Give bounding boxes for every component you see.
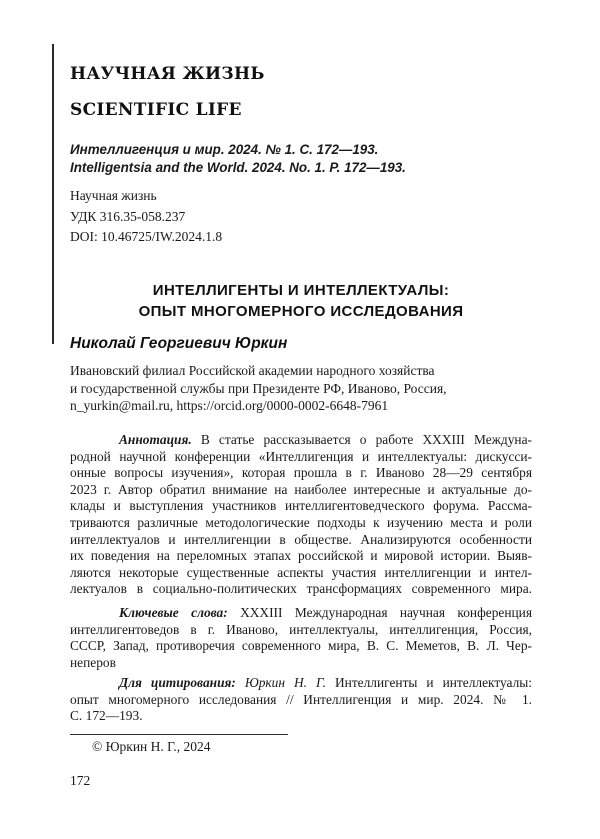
- keywords-line: интеллигентоведов в г. Иваново, интеллектуалы, интеллигенция, Россия,: [70, 621, 532, 637]
- udk: УДК 316.35-058.237: [70, 208, 186, 224]
- affiliation-line: и государственной службы при Президенте РФ, Иваново, Россия,: [70, 380, 447, 396]
- for-citation-first-text: Интеллигенты и интеллектуалы:: [325, 675, 532, 690]
- abstract-line: онные вопросы изучения», которая прошла в г. Иваново 28—29 сентября: [70, 465, 532, 481]
- abstract-line: лектуалов в социально-политических трансформациях современного мира.: [70, 581, 532, 597]
- keywords-line: СССР, Запад, противоречия современного мира, В. С. Меметов, В. Л. Чер-: [70, 638, 532, 654]
- article-meta: [70, 186, 222, 248]
- journal-citation-ru: Интеллигенция и мир. 2024. № 1. С. 172—193.: [70, 142, 379, 157]
- abstract-first-text: В статье рассказывается о работе XXXIII Междуна-: [191, 432, 532, 447]
- abstract-line: их поведения на переломных этапах российской и мировой истории. Выяв-: [70, 548, 532, 564]
- affiliation-contact-line: n_yurkin@mail.ru, https://orcid.org/0000-0002-6648-7961: [70, 398, 389, 413]
- author-name: Николай Георгиевич Юркин: [70, 335, 288, 352]
- keywords: [70, 605, 532, 671]
- keywords-line: неперов: [70, 654, 116, 670]
- abstract-line: клады и выступления участников интеллигентоведческого форума. Рассма-: [70, 498, 532, 514]
- page-number: 172: [70, 773, 91, 788]
- abstract-line: интеллектуалов и интеллигенции в обществе. Анализируются особенности: [70, 531, 532, 547]
- for-citation: [70, 675, 532, 725]
- doi: DOI: 10.46725/IW.2024.1.8: [70, 229, 223, 244]
- section-vertical-rule: [52, 44, 54, 344]
- footnote-rule: [70, 734, 288, 735]
- keywords-first-text: XXXIII Международная научная конференция: [227, 605, 532, 620]
- journal-citation-en: Intelligentsia and the World. 2024. No. 1. P. 172—193.: [70, 160, 406, 175]
- journal-citation-header: [70, 141, 406, 177]
- article-title-line-2: ОПЫТ МНОГОМЕРНОГО ИССЛЕДОВАНИЯ: [138, 303, 464, 320]
- for-citation-author: Юркин Н. Г.: [235, 675, 326, 690]
- abstract-line: 2023 г. Автор обратил внимание на наиболее интересные и актуальные до-: [70, 481, 532, 497]
- abstract-line: [70, 432, 532, 449]
- abstract-line: родной научной конференции «Интеллигенция и интеллектуалы: дискусси-: [70, 448, 532, 464]
- abstract-label: Аннотация.: [119, 432, 192, 447]
- for-citation-line: С. 172—193.: [70, 708, 143, 724]
- affiliation-line: Ивановский филиал Российской академии народного хозяйства: [70, 363, 435, 378]
- for-citation-line: опыт многомерного исследования // Интеллигенция и мир. 2024. № 1.: [70, 691, 532, 707]
- for-citation-line: [70, 675, 532, 692]
- abstract-line: ляются некоторые существенные аспекты участия интеллигенции и интел-: [70, 564, 532, 580]
- abstract: [70, 432, 532, 598]
- copyright-notice: © Юркин Н. Г., 2024: [92, 739, 211, 754]
- article-title: [70, 280, 532, 322]
- article-title-line-1: ИНТЕЛЛИГЕНТЫ И ИНТЕЛЛЕКТУАЛЫ:: [152, 282, 450, 299]
- keywords-label: Ключевые слова:: [119, 605, 228, 620]
- section-title-ru: НАУЧНАЯ ЖИЗНЬ: [70, 64, 265, 84]
- abstract-line: триваются различные методологические подходы к изучению места и роли: [70, 514, 532, 530]
- keywords-line: [70, 605, 532, 622]
- for-citation-label: Для цитирования:: [119, 675, 236, 690]
- author-affiliation: [70, 362, 447, 415]
- rubric: Научная жизнь: [70, 188, 157, 203]
- section-title-en: SCIENTIFIC LIFE: [70, 100, 242, 120]
